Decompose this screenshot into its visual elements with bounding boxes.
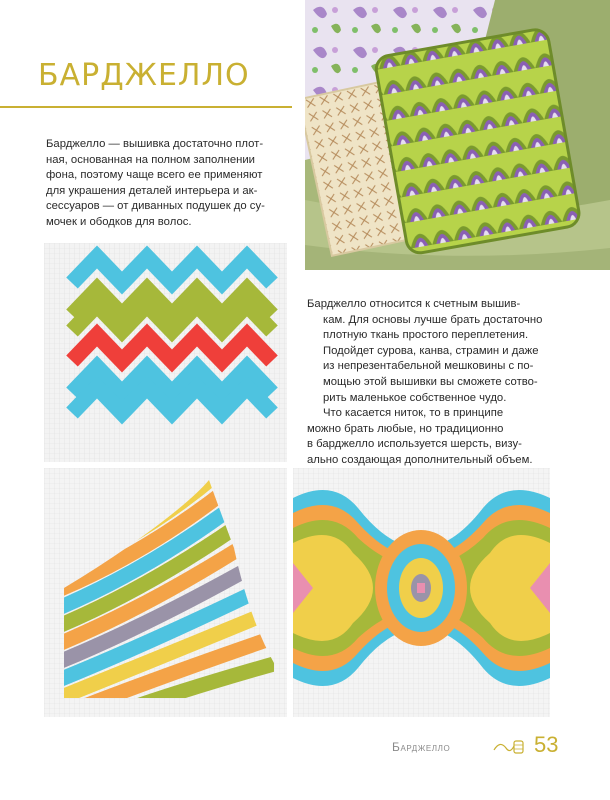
intro-line: сессуаров — от диванных подушек до су- <box>46 200 265 213</box>
wave-embroidery <box>44 468 287 717</box>
pillows-photo <box>305 0 610 270</box>
body-line: мощью этой вышивки вы сможете сотво- <box>323 375 538 388</box>
page-title: БАРДЖЕЛЛО <box>38 58 250 93</box>
body-line: ально создающая дополнительный объем. <box>307 453 533 466</box>
title-underline <box>0 106 292 108</box>
body-line: в барджелло используется шерсть, визу- <box>307 438 522 451</box>
intro-line: Барджелло — вышивка достаточно плот- <box>46 138 264 150</box>
body-line: плотную ткань простого переплетения. <box>323 329 529 342</box>
body-line: рить маленькое собственное чудо. <box>323 391 507 404</box>
page-number: 53 <box>534 732 559 757</box>
intro-line: фона, поэтому чаще всего ее применяют <box>46 169 263 182</box>
section-label: Барджелло <box>392 740 451 754</box>
body-line: Подойдет сурова, канва, страмин и даже <box>323 344 539 357</box>
thread-spool-icon <box>492 738 526 756</box>
intro-line: для украшения деталей интерьера и ак- <box>46 184 258 197</box>
body-line: можно брать любые, но традиционно <box>307 422 504 435</box>
body-line: из непрезентабельной мешковины с по- <box>323 360 534 373</box>
intro-line: ная, основанная на полном заполнении <box>46 153 255 166</box>
ogee-embroidery <box>293 468 550 717</box>
intro-paragraph <box>46 137 290 231</box>
intro-line: мочек и ободков для волос. <box>46 215 192 228</box>
body-line: Барджелло относится к счетным вышив- <box>307 298 521 310</box>
body-line-indented: Что касается ниток, то в принципе <box>323 407 504 420</box>
body-line: кам. Для основы лучше брать достаточно <box>323 313 543 326</box>
zigzag-embroidery <box>44 243 287 462</box>
main-paragraphs <box>307 297 553 469</box>
